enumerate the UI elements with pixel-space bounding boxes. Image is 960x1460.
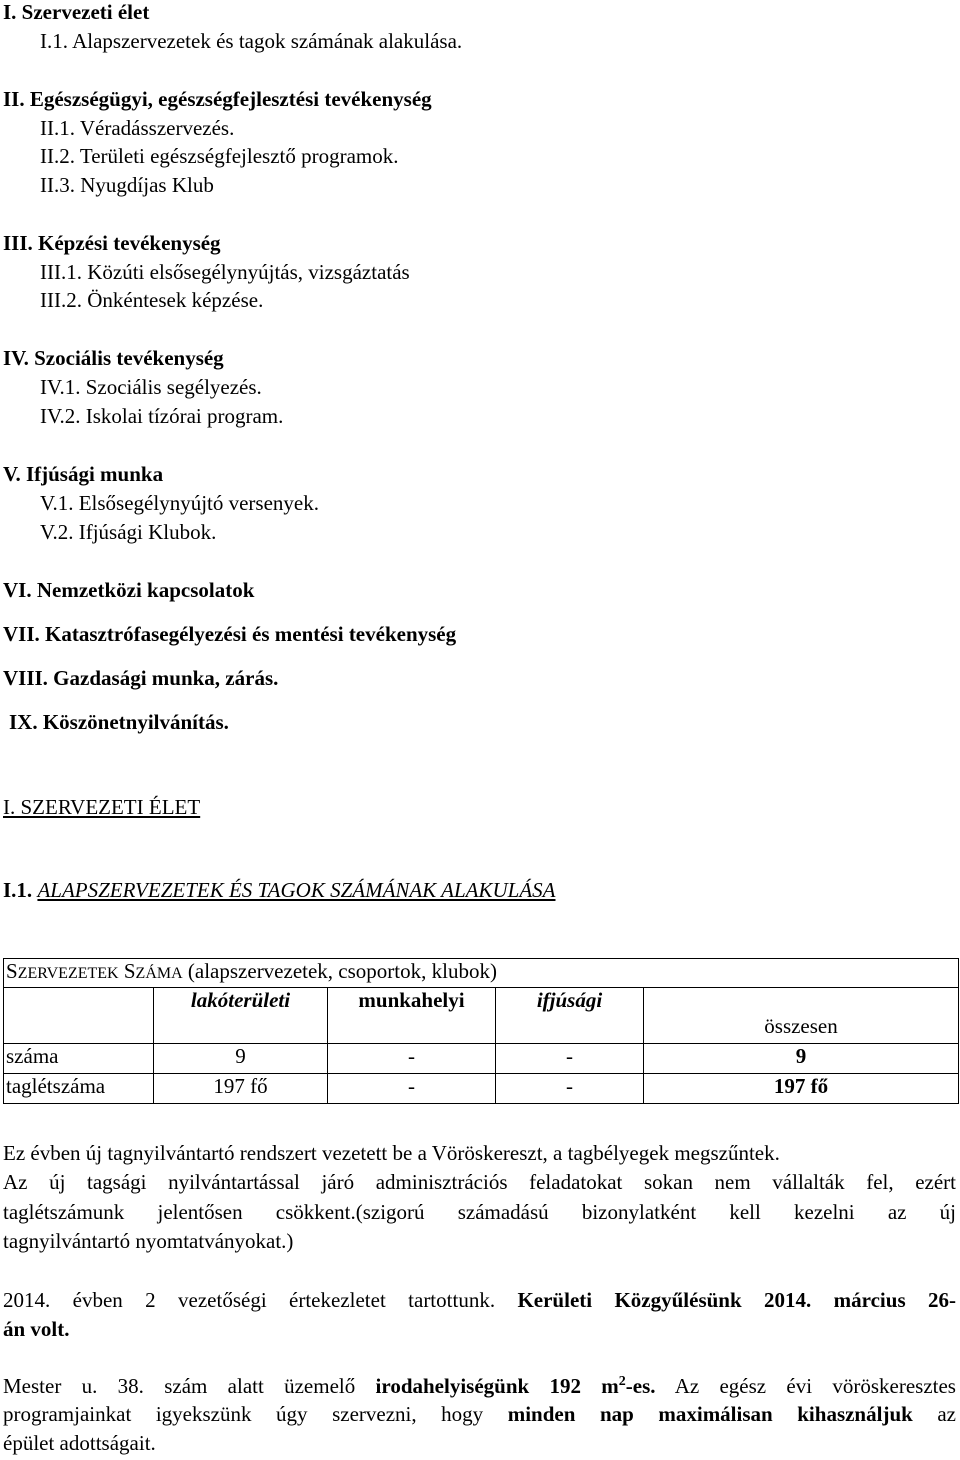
toc-item-4-1: IV.1. Szociális segélyezés. [40,375,262,399]
para2-line1: 2014. évben 2 vezetőségi értekezletet tartottunk. Kerületi Közgyűlésünk 2014. március 26- [3,1288,956,1312]
toc-section-5-title: V. Ifjúsági munka [3,462,164,486]
toc-item-3-1: III.1. Közúti elsősegélynyújtás, vizsgáztatás [40,260,410,284]
members-table [3,958,959,1104]
para1-line3: taglétszámunk jelentősen csökkent.(szigorú számadású bizonylatként kell kezelni az új [3,1200,956,1224]
cell-munkahelyi: - [328,1044,496,1074]
para1-line1: Ez évben új tagnyilvántartó rendszert vezetett be a Vöröskereszt, a tagbélyegek megszűntek. [3,1141,780,1165]
cell-osszesen: 9 [644,1044,959,1074]
header-osszesen: összesen [644,988,959,1044]
cell-munkahelyi: - [328,1074,496,1104]
toc-section-9-title: IX. Köszönetnyilvánítás. [9,710,229,734]
header-empty [4,988,154,1044]
toc-item-5-1: V.1. Elsősegélynyújtó versenyek. [40,491,319,515]
toc-section-3-title: III. Képzési tevékenység [3,231,221,255]
header-ifjusagi: ifjúsági [496,988,644,1044]
table-row [4,1044,959,1074]
table-caption: SZERVEZETEK SZÁMA (alapszervezetek, csoportok, klubok) [4,959,959,988]
toc-item-2-2: II.2. Területi egészségfejlesztő programok. [40,144,399,168]
toc-section-6-title: VI. Nemzetközi kapcsolatok [3,578,255,602]
cell-lakoteruleti: 197 fő [154,1074,328,1104]
toc-item-1-1: I.1. Alapszervezetek és tagok számának alakulása. [40,29,463,53]
row-label: száma [4,1044,154,1074]
toc-section-4-title: IV. Szociális tevékenység [3,346,224,370]
subsection-number: I.1. [3,878,38,902]
toc-item-2-1: II.1. Véradásszervezés. [40,116,235,140]
subsection-title: ALAPSZERVEZETEK ÉS TAGOK SZÁMÁNAK ALAKULÁSA [37,878,556,902]
toc-item-5-2: V.2. Ifjúsági Klubok. [40,520,217,544]
para3-line2: programjainkat igyekszünk úgy szervezni, hogy minden nap maximálisan kihasználjuk az [3,1402,957,1426]
para1-line4: tagnyilvántartó nyomtatványokat.) [3,1229,294,1253]
table-row [4,1074,959,1104]
header-munkahelyi: munkahelyi [328,988,496,1044]
header-lakoteruleti: lakóterületi [154,988,328,1044]
toc-section-1-title: I. Szervezeti élet [3,0,150,24]
section-heading: I. SZERVEZETI ÉLET [3,795,201,819]
toc-item-3-2: III.2. Önkéntesek képzése. [40,288,264,312]
cell-ifjusagi: - [496,1044,644,1074]
subsection-heading [3,880,555,901]
para3-line3: épület adottságait. [3,1431,156,1455]
cell-osszesen: 197 fő [644,1074,959,1104]
toc-section-2-title: II. Egészségügyi, egészségfejlesztési tevékenység [3,87,432,111]
cell-lakoteruleti: 9 [154,1044,328,1074]
toc-section-8-title: VIII. Gazdasági munka, zárás. [3,666,279,690]
para2-line2: án volt. [3,1317,70,1341]
toc-item-2-3: II.3. Nyugdíjas Klub [40,173,214,197]
toc-item-4-2: IV.2. Iskolai tízórai program. [40,404,284,428]
row-label: taglétszáma [4,1074,154,1104]
para1-line2: Az új tagsági nyilvántartással járó adminisztrációs feladatokat sokan nem vállalták fel, ezért [3,1170,956,1194]
cell-ifjusagi: - [496,1074,644,1104]
para3-line1: Mester u. 38. szám alatt üzemelő irodahelyiségünk 192 $m^2-es$. Az egész évi vöröskeresztes [3,1374,956,1398]
toc-section-7-title: VII. Katasztrófasegélyezési és mentési tevékenység [3,622,457,646]
